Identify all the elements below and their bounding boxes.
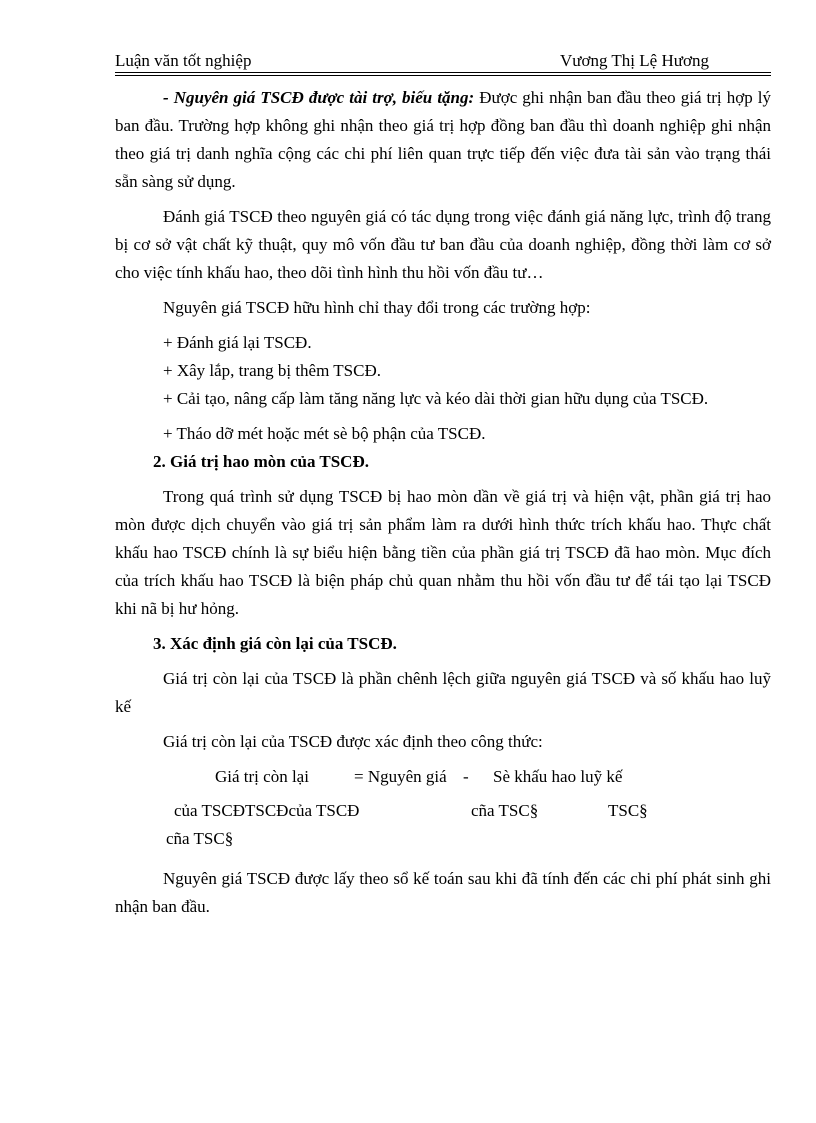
list-item: + Cải tạo, nâng cấp làm tăng năng lực và kéo dài thời gian hữu dụng của TSCĐ. — [163, 389, 709, 408]
paragraph-depreciation: Trong quá trình sử dụng TSCĐ bị hao mòn dần về giá trị và hiện vật, phần giá trị hao mòn được dịch chuyển vào giá trị sản phẩm làm ra dưới hình thức trích khấu hao. Thực chất khấu hao TSCĐ chính là sự biểu hiện bằng tiền của phần giá trị TSCĐ đã hao mòn. Mục đích của trích khấu hao TSCĐ là biện pháp chủ quan nhằm thu hồi vốn đầu tư để tái tạo lại TSCĐ khi nã bị hư hỏng. — [115, 487, 771, 618]
paragraph-donated-asset-cost — [115, 84, 771, 196]
formula-term-accumulated: Sè khấu hao luỹ kế — [493, 767, 623, 786]
formula-term-cost: = Nguyên giá — [354, 767, 447, 786]
page-body — [115, 84, 771, 928]
header-thesis-title: Luận văn tốt nghiệp — [115, 51, 252, 70]
list-item: + Tháo dỡ mét hoặc mét sè bộ phận của TSCĐ. — [163, 424, 486, 443]
header-divider — [115, 75, 771, 76]
list-item: + Xây lắp, trang bị thêm TSCĐ. — [163, 361, 381, 380]
paragraph-cost-change-intro: Nguyên giá TSCĐ hữu hình chỉ thay đổi trong các trường hợp: — [163, 298, 591, 317]
formula-row2-label: của TSCĐTSCĐcủa TSCĐ — [174, 801, 360, 820]
residual-value-formula — [115, 763, 771, 859]
formula-row3-label: cña TSC§ — [166, 829, 234, 848]
paragraph-text: Được ghi nhận ban đầu theo giá trị hợp lý ban đầu. Trường hợp không ghi nhận theo giá trị hợp đồng ban đầu thì doanh nghiệp ghi nhận theo giá trị danh nghĩa cộng các chi phí liên quan trực tiếp đến việc đưa tài sản vào trạng thái sẵn sàng sử dụng. — [115, 88, 771, 191]
section-heading-depreciation: 2. Giá trị hao mòn của TSCĐ. — [153, 452, 369, 471]
paragraph-residual-definition: Giá trị còn lại của TSCĐ là phần chênh lệch giữa nguyên giá TSCĐ và số khấu hao luỹ kế — [115, 669, 771, 716]
list-item: + Đánh giá lại TSCĐ. — [163, 333, 312, 352]
formula-row2-mid: cña TSC§ — [471, 801, 539, 820]
formula-term-residual: Giá trị còn lại — [215, 767, 309, 786]
formula-minus: - — [463, 767, 469, 786]
paragraph-formula-intro: Giá trị còn lại của TSCĐ được xác định theo công thức: — [163, 732, 543, 751]
section-heading-residual-value: 3. Xác định giá còn lại của TSCĐ. — [153, 634, 397, 653]
paragraph-lead: - Nguyên giá TSCĐ được tài trợ, biếu tặng: — [163, 88, 475, 107]
paragraph-cost-source: Nguyên giá TSCĐ được lấy theo sổ kế toán sau khi đã tính đến các chi phí phát sinh ghi nhận ban đầu. — [115, 869, 771, 916]
paragraph-valuation-effect: Đánh giá TSCĐ theo nguyên giá có tác dụng trong việc đánh giá năng lực, trình độ trang bị cơ sở vật chất kỹ thuật, quy mô vốn đầu tư ban đầu của doanh nghiệp, đồng thời làm cơ sở cho việc tính khấu hao, theo dõi tình hình thu hồi vốn đầu tư… — [115, 207, 771, 282]
page-header — [115, 50, 771, 73]
formula-row2-right: TSC§ — [608, 801, 648, 820]
header-author-name: Vương Thị Lệ Hương — [560, 51, 709, 70]
